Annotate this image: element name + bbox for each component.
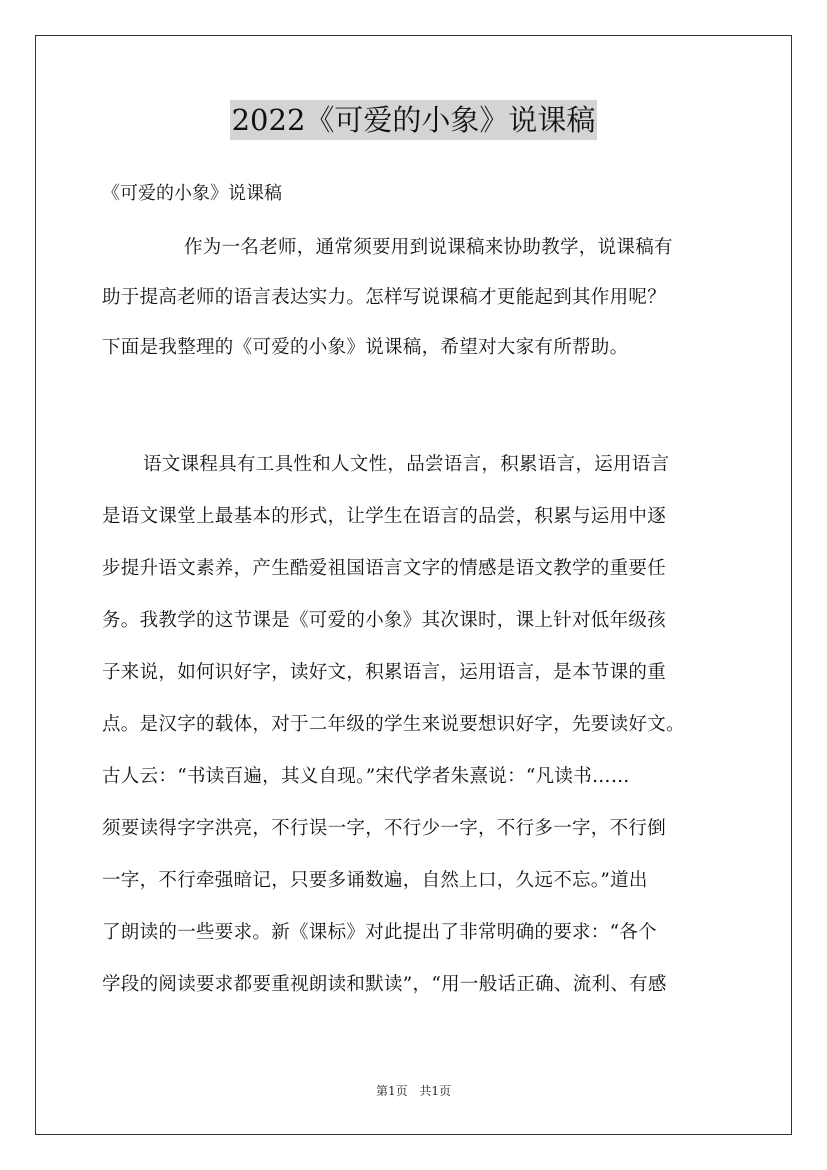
intro-line-1: 作为一名老师，通常须要用到说课稿来协助教学，说课稿有 <box>184 237 673 258</box>
intro-line-3: 下面是我整理的《可爱的小象》说课稿，希望对大家有所帮助。 <box>102 337 629 358</box>
page-footer <box>0 1083 827 1099</box>
body-line-4: 务。我教学的这节课是《可爱的小象》其次课时，课上针对低年级孩 <box>102 610 667 631</box>
body-line-9: 一字，不行牵强暗记，只要多诵数遍，自然上口，久远不忘。”道出 <box>102 870 648 891</box>
footer-page-total: 共1页 <box>419 1084 452 1098</box>
body-paragraph <box>102 451 742 998</box>
body-line-1: 语文课程具有工具性和人文性，品尝语言，积累语言，运用语言 <box>143 454 670 475</box>
body-line-3: 步提升语文素养，产生酷爱祖国语言文字的情感是语文教学的重要任 <box>102 558 667 579</box>
body-line-5: 子来说，如何识好字，读好文，积累语言，运用语言，是本节课的重 <box>102 662 667 683</box>
body-line-7: 古人云：“书读百遍，其义自现。”宋代学者朱熹说：“凡读书…… <box>102 766 630 787</box>
body-line-11: 学段的阅读要求都要重视朗读和默读”，“用一般话正确、流利、有感 <box>102 974 667 995</box>
body-line-8: 须要读得字字洪亮，不行误一字，不行少一字，不行多一字，不行倒 <box>102 818 667 839</box>
body-line-10: 了朗读的一些要求。新《课标》对此提出了非常明确的要求：“各个 <box>102 922 657 943</box>
intro-line-2: 助于提高老师的语言表达实力。怎样写说课稿才更能起到其作用呢？ <box>102 287 667 308</box>
footer-page-number: 第1页 <box>375 1084 408 1098</box>
title-container <box>0 100 827 140</box>
document-title: 2022《可爱的小象》说课稿 <box>230 100 598 140</box>
intro-paragraph <box>102 234 742 361</box>
body-line-6: 点。是汉字的载体，对于二年级的学生来说要想识好字，先要读好文。 <box>102 714 685 735</box>
body-line-2: 是语文课堂上最基本的形式，让学生在语言的品尝，积累与运用中逐 <box>102 506 667 527</box>
document-subtitle: 《可爱的小象》说课稿 <box>102 183 282 204</box>
